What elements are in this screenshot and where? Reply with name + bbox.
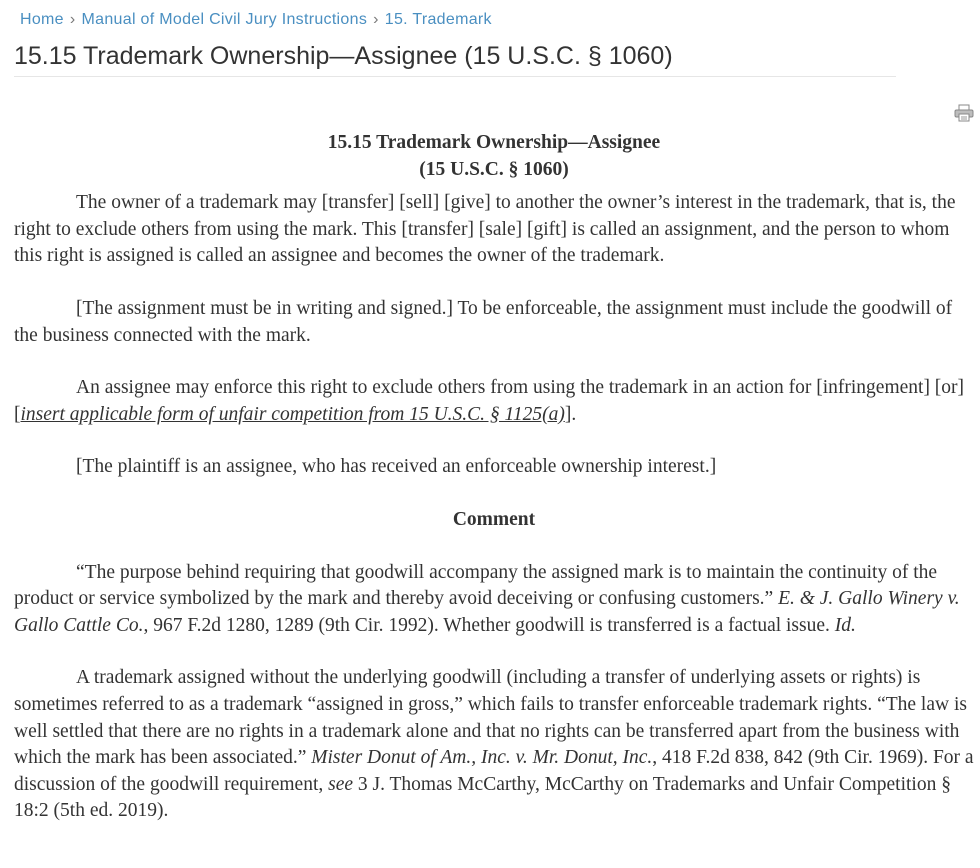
paragraph-text: A trademark assigned without the underlying goodwill (including a transfer of underlying assets or rights) is sometimes referred to as a trademark “assigned in gross,” which fails to transfer enforceable trademark rights. “The law is well settled that there are no rights in a trademark alone and that no rights can be transferred apart from the business with which the mark has been associated.” — [14, 667, 967, 769]
signal-text: see — [328, 773, 354, 795]
breadcrumb — [20, 11, 492, 29]
printer-icon[interactable] — [954, 104, 974, 122]
case-citation: E. & J. Gallo Winery v. Gallo Cattle Co. — [14, 588, 960, 636]
paragraph-text: , 418 F.2d 838, 842 (9th Cir. 1969). For a discussion of the goodwill requirement, — [14, 747, 974, 795]
paragraph-text: , 967 F.2d 1280, 1289 (9th Cir. 1992). Whether goodwill is transferred is a factual issue. — [143, 614, 835, 636]
instruction-heading — [14, 130, 974, 183]
case-citation: Mister Donut of Am., Inc. v. Mr. Donut, Inc. — [311, 747, 653, 769]
breadcrumb-home-link[interactable]: Home — [20, 11, 64, 28]
instruction-paragraph-3 — [14, 375, 974, 428]
instruction-paragraph-2: [The assignment must be in writing and signed.] To be enforceable, the assignment must include the goodwill of the business connected with the mark. — [14, 297, 953, 346]
breadcrumb-separator: › — [373, 11, 379, 28]
page-title: 15.15 Trademark Ownership—Assignee (15 U.S.C. § 1060) — [14, 42, 673, 70]
paragraph-text: 3 J. Thomas McCarthy, McCarthy on Trademarks and Unfair Competition § 18:2 (5th ed. 2019). — [14, 773, 951, 822]
paragraph-text: “The purpose behind requiring that goodwill accompany the assigned mark is to maintain the continuity of the product or service symbolized by the mark and thereby avoid deceiving or confusing customers.” — [14, 561, 938, 610]
statute-link[interactable]: insert applicable form of unfair competition from 15 U.S.C. § 1125(a) — [20, 403, 565, 425]
instruction-heading-line2: (15 U.S.C. § 1060) — [419, 158, 569, 180]
comment-heading: Comment — [452, 508, 536, 530]
breadcrumb-separator: › — [69, 11, 76, 28]
case-citation: Id. — [834, 614, 856, 636]
title-divider — [14, 76, 896, 77]
instruction-heading-line1: 15.15 Trademark Ownership—Assignee — [327, 132, 661, 153]
breadcrumb-chapter-link[interactable]: 15. Trademark — [384, 11, 492, 28]
breadcrumb-manual-link[interactable]: Manual of Model Civil Jury Instructions — [81, 11, 368, 28]
comment-paragraph-1 — [14, 560, 974, 640]
paragraph-text: An assignee may enforce this right to exclude others from using the trademark in an action for [infringement] [or] [ — [14, 377, 965, 425]
comment-paragraph-2 — [14, 665, 974, 825]
instruction-paragraph-1: The owner of a trademark may [transfer] [sell] [give] to another the owner’s interest in the trademark, that is, the right to exclude others from using the mark. This [transfer] [sale] [gift] is called an assignment, and the person to whom this right is assigned is called an assignee and becomes the owner of the trademark. — [14, 192, 956, 267]
paragraph-text: ]. — [564, 403, 577, 425]
instruction-content — [14, 130, 974, 825]
instruction-paragraph-4: [The plaintiff is an assignee, who has received an enforceable ownership interest.] — [76, 456, 717, 478]
